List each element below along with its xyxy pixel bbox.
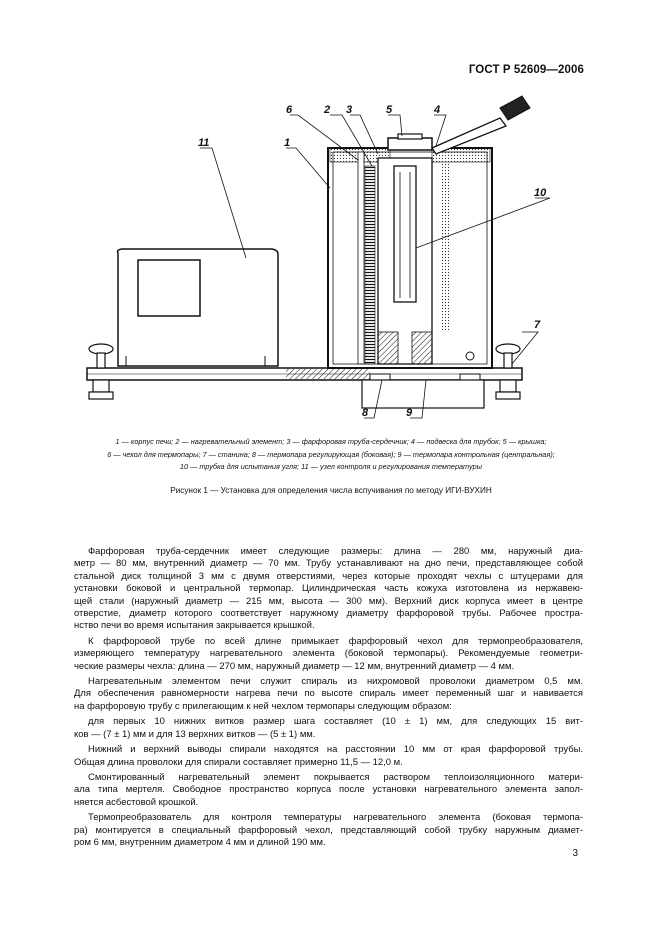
text-line: Общая длина проволоки для спирали составляет примерно 11,5 — 12,0 м.	[74, 756, 403, 768]
text-line: ра) монтируется в специальный фарфоровый чехол, представляющий собой трубку наружным диамет-	[74, 824, 583, 836]
text-line: ром 6 мм, внутренним диаметром 4 мм и длиной 190 мм.	[74, 836, 326, 848]
control-unit	[118, 249, 279, 366]
document-header: ГОСТ Р 52609—2006	[468, 64, 584, 76]
text-line: Нижний и верхний выводы спирали находятся на расстоянии 10 мм от края фарфоровой трубы.	[88, 744, 583, 756]
paragraph	[74, 744, 583, 769]
paragraph	[74, 772, 583, 809]
callout-9: 9	[406, 407, 413, 419]
callout-7: 7	[534, 319, 541, 331]
callout-1: 1	[284, 137, 291, 149]
callout-4: 4	[434, 104, 441, 116]
text-line: ков — (7 ± 1) мм и для 13 верхних витков — (5 ± 1) мм.	[74, 728, 316, 740]
base-plate	[87, 368, 522, 380]
text-line: ала типа мертеля. Свободное пространство корпуса после установки нагревательного элемента запол-	[74, 784, 583, 796]
paragraph	[74, 546, 583, 633]
callout-8: 8	[362, 407, 369, 419]
legend-line: 1 — корпус печи; 2 — нагревательный элемент; 3 — фарфоровая труба-сердечник; 4 — подвеска для трубок; 5 — крышка;	[115, 437, 547, 446]
paragraph	[74, 676, 583, 713]
text-line: К фарфоровой трубе по всей длине примыкает фарфоровый чехол для термопреобразователя,	[88, 635, 583, 647]
text-line: для первых 10 нижних витков размер шага составляет (10 ± 1) мм, для следующих 15 вит-	[88, 716, 583, 728]
legend-line: 10 — трубка для испытания угля; 11 — узел контроля и регулирования температуры	[179, 462, 483, 472]
text-line: метр — 80 мм, внутренний диаметр — 70 мм. Трубу устанавливают на дно печи, представляющее собой	[74, 558, 583, 570]
callout-6: 6	[286, 104, 293, 116]
paragraph	[74, 716, 583, 741]
text-line: няется асбестовой крошкой.	[74, 796, 199, 808]
text-line: щей стали (наружный диаметр — 215 мм, высота — 300 мм). Верхний диск корпуса имеет в центре	[74, 595, 583, 607]
callout-10: 10	[534, 187, 547, 199]
text-line: стальной диск толщиной 3 мм с двумя отверстиями, через которые проходят чехлы с штуцерами для	[74, 570, 583, 582]
text-line: ческие размеры чехла: длина — 270 мм, наружный диаметр — 12 мм, внутренний диаметр — 4 мм.	[74, 660, 515, 672]
text-line: Для обеспечения равномерности нагрева печи по высоте спираль имеет переменный шаг и навивается	[74, 688, 583, 700]
callout-2: 2	[324, 104, 331, 116]
text-line: установки боковой и центральной термопар. Цилиндрическая часть кожуха изготовлена из нержавею-	[74, 583, 583, 595]
figure-caption: Рисунок 1 — Установка для определения числа вспучивания по методу ИГИ-ВУХИН	[170, 486, 492, 495]
body-text	[74, 546, 583, 852]
callout-11: 11	[198, 137, 210, 149]
text-line: нство печи во время испытания закрывается крышкой.	[74, 620, 315, 632]
text-line: Термопреобразователь для контроля температуры нагревательного элемента (боковая термопа-	[88, 812, 583, 824]
page-number: 3	[572, 848, 578, 859]
paragraph	[74, 812, 583, 849]
text-line: измеряющего температуру нагревательного элемента (боковой термопары). Рекомендуемые геометри-	[74, 648, 583, 660]
callout-3: 3	[346, 104, 353, 116]
text-line: отверстие, диаметр которого соответствует наружному диаметру фарфоровой трубы. Рабочее простра-	[74, 608, 583, 620]
figure-legend	[44, 436, 618, 474]
text-line: Смонтированный нагревательный элемент покрывается раствором теплоизоляционного матери-	[88, 771, 583, 783]
apparatus-figure	[60, 88, 600, 433]
paragraph	[74, 636, 583, 673]
callout-5: 5	[386, 104, 393, 116]
text-line: Нагревательным элементом печи служит спираль из нихромовой проволоки диаметром 0,5 мм.	[88, 676, 583, 688]
text-line: на фарфоровую трубу с прилегающим к ней чехлом термопары следующим образом:	[74, 700, 452, 712]
text-line: Фарфоровая труба-сердечник имеет следующие размеры: длина — 280 мм, наружный диа-	[88, 546, 583, 557]
legend-line: 6 — чехол для термопары; 7 — станина; 8 — термопара регулирующая (боковая); 9 — термопара контрольная (центральная);	[107, 449, 555, 459]
